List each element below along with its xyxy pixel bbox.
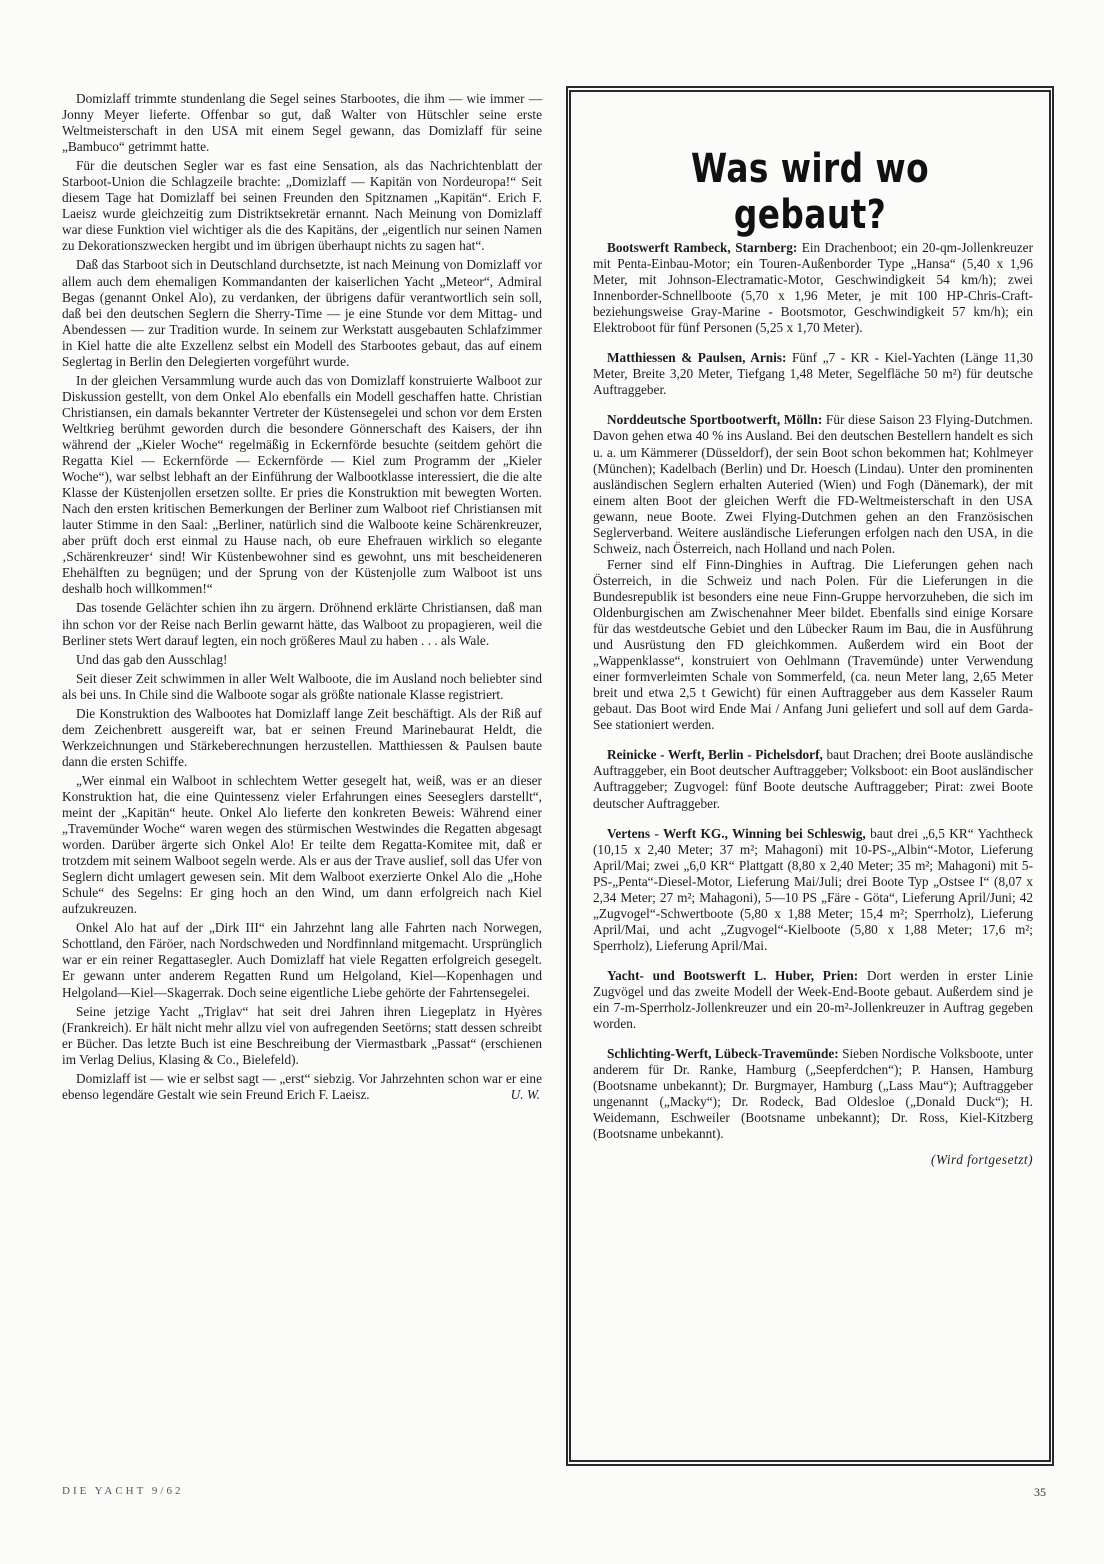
shipyard-name: Schlichting-Werft, Lübeck-Travemünde: — [607, 1046, 839, 1062]
continued-note: (Wird fortgesetzt) — [931, 1152, 1033, 1168]
shipyard-entry — [593, 747, 1033, 811]
article-paragraph: Seine jetzige Yacht „Triglav“ hat seit drei Jahren ihren Liegeplatz in Hyères (Frankreich). Er hält nicht mehr allzu viel von aufregenden Seetörns; statt dessen schreibt er Bücher. Das letzte Buch ist eine Beschreibung der Viermastbark „Passat“ (erschienen im Verlag Delius, Klasing & Co., Bielefeld). — [62, 1003, 542, 1067]
shipyard-name: Vertens - Werft KG., Winning bei Schleswig, — [607, 825, 866, 841]
page-number: 35 — [1034, 1485, 1046, 1499]
article-paragraph: Das tosende Gelächter schien ihn zu ärgern. Dröhnend erklärte Christiansen, daß man ihn schon vor der Reise nach Berlin gewarnt hätte, das Walboot zu propagieren, weil die Berliner stets Wert darauf legten, ein noch größeres Maul zu haben . . . als Wale. — [62, 600, 542, 648]
article-paragraph: „Wer einmal ein Walboot in schlechtem Wetter gesegelt hat, weiß, was er an dieser Konstruktion hat, die eine Quintessenz vieler Erfahrungen eines Seeseglers darstellt“, meint der „Kapitän“ heute. Onkel Alo lieferte den konkreten Beweis: Während einer „Travemünder Woche“ waren wegen des stürmischen Westwindes die Regatten abgesagt worden. Darüber ärgerte sich Onkel Alo! Er teilte dem Regatta-Komitee mit, daß er trotzdem mit seinem Walboot segeln werde. Als er aus der Trave auslief, soll das Ufer von Seglern dicht umlagert gewesen sein. Mit dem Walboot exerzierte Onkel Alo die „Hohe Schule“ des Segelns: Er ging hoch an den Wind, um dann erfolgreich nach Kiel aufzukreuzen. — [62, 772, 542, 917]
entry-paragraph — [593, 412, 1033, 556]
shipyard-name: Bootswerft Rambeck, Starnberg: — [607, 240, 798, 255]
box-body — [593, 240, 1033, 1168]
shipyard-name: Norddeutsche Sportbootwerft, Mölln: — [607, 412, 823, 428]
article-paragraph: Und das gab den Ausschlag! — [76, 651, 228, 667]
entry-text: Für diese Saison 23 Flying-Dutchmen. Davon gehen etwa 40 % ins Ausland. Bei den deutschen Bestellern handelt es sich u. a. um Kämmerer (Düsseldorf), der sein Boot schon bekommen hat; Kohlmeyer (München); Kadelbach (Berlin) und Dr. Hoesch (Lindau). Unter den prominenten ausländischen Seglern erhalten Auteried (Wien) und Fogh (Dänemark), der mit einem alten Boot der gleichen Werft die FD-Weltmeisterschaft in den USA gewann, neue Boote. Zwei Flying-Dutchmen gehen an den Französischen Seglerverband. Weitere ausländische Lieferungen erfolgen nach den USA, in die Schweiz, nach Österreich, nach Holland und nach Polen. — [593, 412, 1034, 556]
article-paragraph: Für die deutschen Segler war es fast eine Sensation, als das Nachrichtenblatt der Starboot-Union die Schlagzeile brachte: „Domizlaff — Kapitän von Nordeuropa!“ Seit diesem Tage hat Domizlaff bei seinen Freunden den Spitznamen „Kapitän“. Erich F. Laeisz wurde gleichzeitig zum Distriktsekretär ernannt. Nach Meinung von Domizlaff war diese Funktion viel wichtiger als die des Kapitäns, der „eigentlich nur seinen Namen zu Dekorationszwecken hergibt und im übrigen überhaupt nichts zu sagen hat“. — [62, 158, 542, 254]
shipyard-entry — [593, 968, 1033, 1032]
entry-paragraph — [593, 826, 1033, 954]
entry-text: Sieben Nordische Volksboote, unter anderem für Dr. Ranke, Hamburg („Seepferdchen“); P. Hansen, Hamburg (Bootsname unbekannt); Dr. Burgmayer, Hamburg („Lass Mau“); Auftraggeber ungenannt („Macky“); Dr. Rodeck, Bad Oldesloe („Donald Duck“); H. Weidemann, Eschweiler (Bootsname unbekannt); Dr. Ross, Kiel-Kitzberg (Bootsname unbekannt). — [593, 1046, 1033, 1142]
entry-paragraph-continued: Ferner sind elf Finn-Dinghies in Auftrag. Die Lieferungen gehen nach Österreich, in die Schweiz und nach Polen. Für die Lieferungen in die Bundesrepublik ist besonders eine neue Finn-Gruppe hervorzuheben, die sich im Oldenburgischen am Zwischenahner Meer bildet. Ebenfalls sind einige Korsare für das westdeutsche Gebiet und den Lübecker Raum im Bau, die in Ausführung und Ausrüstung den FD gleichkommen. Außerdem wird ein Boot der „Wappenklasse“, konstruiert von Oehlmann (Travemünde) unter Verwendung einer formverleimten Schale von Sommerfeld, (ca. neun Meter lang, 2,65 Meter breit und etwa 2,5 t Gewicht) für einen Auftraggeber aus dem Kasseler Raum gebaut. Das Boot wird Ende Mai / Anfang Juni geliefert und soll auf dem Garda-See stationiert werden. — [593, 556, 1033, 733]
article-paragraph: In der gleichen Versammlung wurde auch das von Domizlaff konstruierte Walboot zur Diskussion gestellt, von dem Onkel Alo ebenfalls ein Modell geschaffen hatte. Christian Christiansen, ein damals bekannter Vertreter der Küstensegelei und schon vor dem Ersten Weltkrieg berühmt geworden durch die besondere Gönnerschaft des Kaisers, der ihn während der „Kieler Woche“ regelmäßig in Eckernförde besuchte (seitdem gehört die Regatta Kiel — Eckernförde — Eckernförde — Kiel zum Programm der „Kieler Woche“), war selbst lebhaft an der Einführung der Walbootklasse interessiert, die die alte Klasse der Küstenjollen ersetzen sollte. Er pries die Konstruktion mit bewegten Worten. Nach den ersten kritischen Bemerkungen der Berliner zum Walboot rief Christiansen mit lauter Stimme in den Saal: „Berliner, natürlich sind die Walboote keine Schärenkreuzer, aber prüft doch erst einmal zu Hause nach, ob eure Ehefrauen wirklich so elegante ‚Schärenkreuzer‘ sind! Wir Küstenbewohner sind es gewohnt, uns mit bescheideneren Ehehälften zu begnügen; und der Sprung von der Küstenjolle zum Walboot ist uns deshalb hoch willkommen!“ — [62, 372, 542, 597]
shipyard-entry — [593, 350, 1033, 398]
entry-text: Dort werden in erster Linie Zugvögel und das zweite Modell der Week-End-Boote gebaut. Außerdem sind je ein 7-m-Sperrholz-Jollenkreuzer und ein 20-m²-Jollenkreuzer in Auftrag gegeben worden. — [593, 967, 1033, 1032]
entry-paragraph — [593, 747, 1033, 811]
entry-text: Ein Drachenboot; ein 20-qm-Jollenkreuzer mit Penta-Einbau-Motor; ein Touren-Außenborder Type „Hansa“ (5,40 x 1,96 Meter, mit Johnson-Electramatic-Motor, Geschwindigkeit 54 km/h); zwei Innenborder-Schnellboote (5,70 x 1,96 Meter, je mit 100 HP-Chris-Craft- beziehungsweise Gray-Marine - Bootsmotor, Geschwindigkeit 57 km/h); ein Elektroboot für fünf Personen (5,25 x 1,70 Meter). — [593, 240, 1033, 336]
article-paragraph: Onkel Alo hat auf der „Dirk III“ ein Jahrzehnt lang alle Fahrten nach Norwegen, Schottland, den Färöer, nach Nordschweden und Nordfinnland mitgemacht. Ursprünglich war er ein reiner Regattasegler. Auch Domizlaff hat viele Regatten erfolgreich gesegelt. Er gewann unter anderem Regatten Rund um Helgoland, Kiel—Kopenhagen und Helgoland—Kiel—Skagerrak. Doch seine eigentliche Liebe gehörte der Fahrtensegelei. — [62, 920, 542, 1000]
article-paragraph-final — [62, 1071, 542, 1103]
article-left-column — [62, 91, 542, 1106]
entry-text: baut Drachen; drei Boote ausländische Auftraggeber, ein Boot deutscher Auftraggeber; Volksboot: ein Boot ausländischer Auftraggeber; Zugvogel: fünf Boote deutsche Auftraggeber; Pirat: zwei Boote deutscher Auftraggeber. — [593, 747, 1033, 811]
shipyard-entry — [593, 412, 1033, 733]
box-title: Was wird wo gebaut? — [690, 146, 930, 238]
author-signature: U. W. — [510, 1086, 540, 1102]
entry-paragraph — [593, 240, 1033, 336]
entry-paragraph — [593, 968, 1033, 1032]
entry-text: baut drei „6,5 KR“ Yachtheck (10,15 x 2,40 Meter; 37 m²; Mahagoni) mit 10-PS-„Albin“-Motor, Lieferung April/Mai; zwei „6,0 KR“ Plattgatt (8,80 x 2,40 Meter; 35 m²; Mahagoni) mit 5-PS-„Penta“-Diesel-Motor, Lieferung Mai/Juli; drei Boote Typ „Ostsee I“ (8,07 x 2,34 Meter; 27 m²; Mahagoni), 5—10 PS „Färe - Göta“, Lieferung April/Juni; 42 „Zugvogel“-Schwertboote (5,80 x 1,88 Meter; 15,4 m²; Sperrholz), Lieferung April/Mai, und acht „Zugvogel“-Kielboote (5,80 x 1,88 Meter; 17,6 m²; Sperrholz), Lieferung April/Mai. — [593, 825, 1033, 953]
article-paragraph: Seit dieser Zeit schwimmen in aller Welt Walboote, die im Ausland noch beliebter sind als bei uns. In Chile sind die Walboote sogar als größte nationale Klasse registriert. — [62, 670, 542, 702]
shipyard-name: Yacht- und Bootswerft L. Huber, Prien: — [607, 967, 859, 983]
publication-footer: DIE YACHT 9/62 — [62, 1485, 184, 1497]
article-paragraph-text: Domizlaff ist — wie er selbst sagt — „erst“ siebzig. Vor Jahrzehnten schon war er eine ebenso legendäre Gestalt wie sein Freund Erich F. Laeisz. — [62, 1070, 542, 1102]
shipyard-entry — [593, 1046, 1033, 1142]
article-paragraph: Daß das Starboot sich in Deutschland durchsetzte, ist nach Meinung von Domizlaff vor allem auch dem ehemaligen Kommandanten der kaiserlichen Yacht „Meteor“, Admiral Begas (genannt Onkel Alo), zu verdanken, der übrigens dafür verantwortlich sein soll, daß bei den deutschen Seglern die Sherry-Time — je eine Stunde vor dem Mittag- und Abendessen — zur Tradition wurde. In seinem zur Werkstatt ausgebauten Schlafzimmer in Kiel hatte die alte Exzellenz selbst ein Modell des Starbootes gebaut, das auf einem Seglertag in Berlin den Delegierten vorgeführt wurde. — [62, 257, 542, 369]
shipyard-name: Matthiessen & Paulsen, Arnis: — [607, 350, 787, 366]
article-paragraph: Domizlaff trimmte stundenlang die Segel seines Starbootes, die ihm — wie immer — Jonny Meyer lieferte. Offenbar so gut, daß Walter von Hütschler seine erste Weltmeisterschaft in den USA mit einem Segel gewann, das Domizlaff für seine „Bambuco“ getrimmt hatte. — [62, 91, 542, 155]
entry-paragraph — [593, 350, 1033, 398]
shipyard-entry — [593, 240, 1033, 336]
sidebar-box — [566, 86, 1054, 1466]
shipyard-name: Reinicke - Werft, Berlin - Pichelsdorf, — [607, 747, 823, 763]
shipyard-entry — [593, 826, 1033, 954]
entry-text: Fünf „7 - KR - Kiel-Yachten (Länge 11,30 Meter, Breite 3,20 Meter, Tiefgang 1,48 Meter, Segelfläche 50 m²) für deutsche Auftraggeber. — [593, 350, 1033, 398]
article-paragraph: Die Konstruktion des Walbootes hat Domizlaff lange Zeit beschäftigt. Als der Riß auf dem Zeichenbrett ausgereift war, bat er seinen Freund Marinebaurat Heldt, die Werkzeichnungen und Stärkeberechnungen herzustellen. Matthiessen & Paulsen baute dann die ersten Schiffe. — [62, 705, 542, 769]
entry-paragraph — [593, 1046, 1033, 1142]
